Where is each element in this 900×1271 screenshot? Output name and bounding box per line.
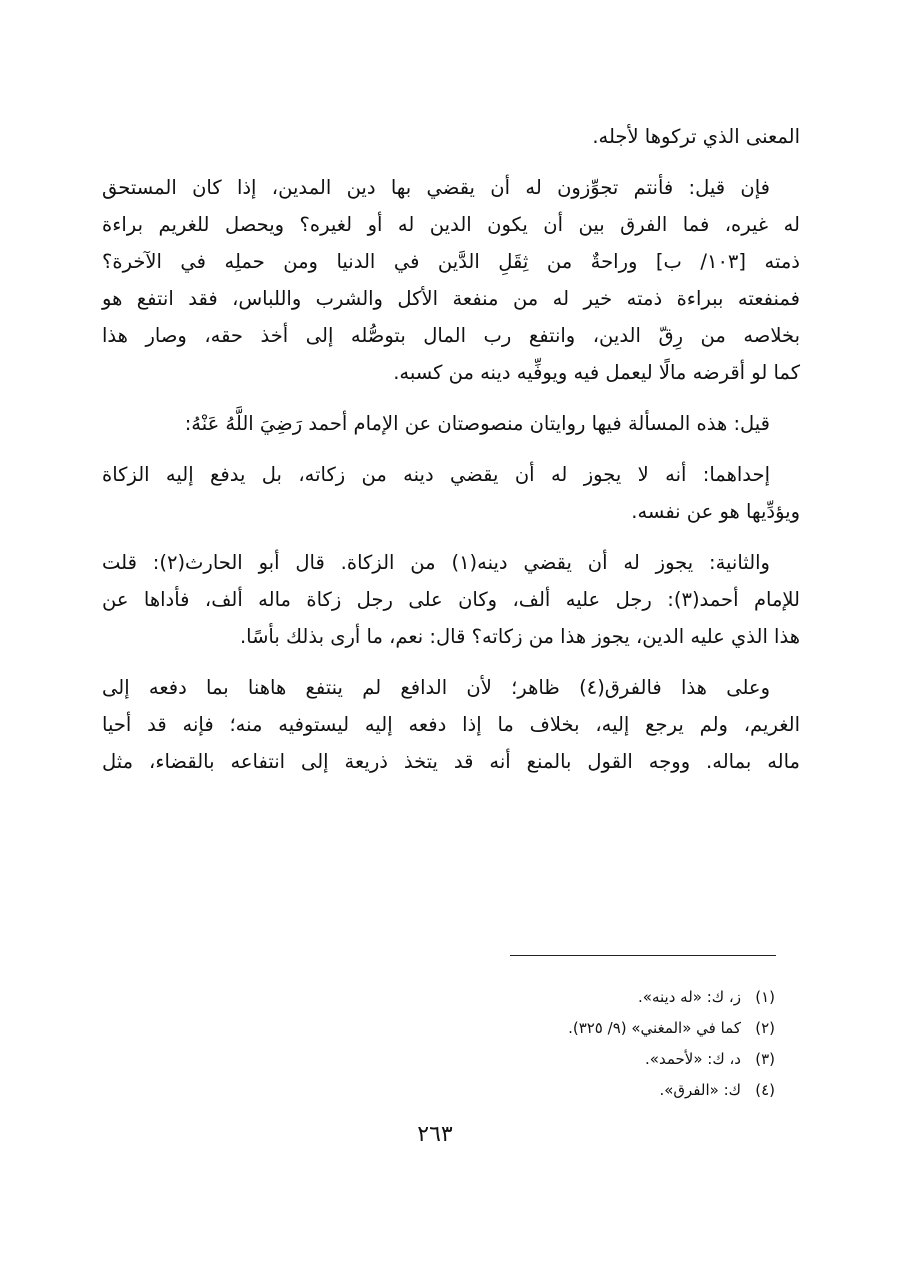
text-line: للإمام أحمد(٣): رجل عليه ألف، وكان على رجل زكاة ماله ألف، فأداها عن <box>102 588 800 611</box>
paragraph-5 <box>102 544 800 655</box>
footnote-number: (٣) <box>755 1050 775 1068</box>
text-line: هذا الذي عليه الدين، يجوز هذا من زكاته؟ قال: نعم، ما أرى بذلك بأسًا. <box>239 625 800 648</box>
text-line: ويؤدِّيها هو عن نفسه. <box>631 500 800 523</box>
page-number: ٢٦٣ <box>417 1122 453 1147</box>
footnote-text: ك: «الفرق». <box>659 1081 741 1099</box>
text-line: كما لو أقرضه مالًا ليعمل فيه ويوفِّيه دينه من كسبه. <box>393 361 800 384</box>
text-line: له غيره، فما الفرق بين أن يكون الدين له أو لغيره؟ ويحصل للغريم براءة <box>102 213 800 236</box>
footnote-4 <box>568 1075 775 1106</box>
paragraph-4 <box>102 456 800 530</box>
text-line: المعنى الذي تركوها لأجله. <box>592 125 800 148</box>
footnote-number: (١) <box>755 988 775 1006</box>
text-line: ماله بماله. ووجه القول بالمنع أنه قد يتخذ ذريعة إلى انتفاعه بالقضاء، مثل <box>102 750 800 773</box>
text-line: قيل: هذه المسألة فيها روايتان منصوصتان عن الإمام أحمد رَضِيَ اللَّهُ عَنْهُ: <box>184 412 770 435</box>
footnote-number: (٢) <box>755 1019 775 1037</box>
footnote-separator <box>510 955 776 956</box>
footnote-text: د، ك: «لأحمد». <box>645 1050 741 1068</box>
paragraph-3 <box>102 405 800 442</box>
text-line: بخلاصه من رِقّ الدين، وانتفع رب المال بتوصُّله إلى أخذ حقه، وصار هذا <box>102 324 800 347</box>
footnote-2 <box>568 1013 775 1044</box>
footnote-3 <box>568 1044 775 1075</box>
paragraph-6 <box>102 669 800 780</box>
text-line: وعلى هذا فالفرق(٤) ظاهر؛ لأن الدافع لم ينتفع هاهنا بما دفعه إلى <box>102 676 770 699</box>
main-text <box>102 118 800 794</box>
footnote-text: كما في «المغني» (٩/ ٣٢٥). <box>568 1019 741 1037</box>
text-line: والثانية: يجوز له أن يقضي دينه(١) من الزكاة. قال أبو الحارث(٢): قلت <box>102 551 770 574</box>
text-line: إحداهما: أنه لا يجوز له أن يقضي دينه من زكاته، بل يدفع إليه الزكاة <box>102 463 770 486</box>
paragraph-2 <box>102 169 800 391</box>
text-line: فمنفعته ببراءة ذمته خير له من منفعة الأكل والشرب واللباس، فقد انتفع هو <box>102 287 800 310</box>
text-line: الغريم، ولم يرجع إليه، بخلاف ما إذا دفعه إليه ليستوفيه منه؛ فإنه قد أحيا <box>102 713 800 736</box>
footnote-number: (٤) <box>755 1081 775 1099</box>
footnote-1 <box>568 982 775 1013</box>
footnote-text: ز، ك: «له دينه». <box>638 988 741 1006</box>
text-line: فإن قيل: فأنتم تجوِّزون له أن يقضي بها دين المدين، إذا كان المستحق <box>102 176 770 199</box>
paragraph-1 <box>102 118 800 155</box>
footnotes <box>568 982 775 1106</box>
text-line: ذمته [١٠٣/ ب] وراحةٌ من ثِقَلِ الدَّين في الدنيا ومن حملِه في الآخرة؟ <box>102 250 800 273</box>
